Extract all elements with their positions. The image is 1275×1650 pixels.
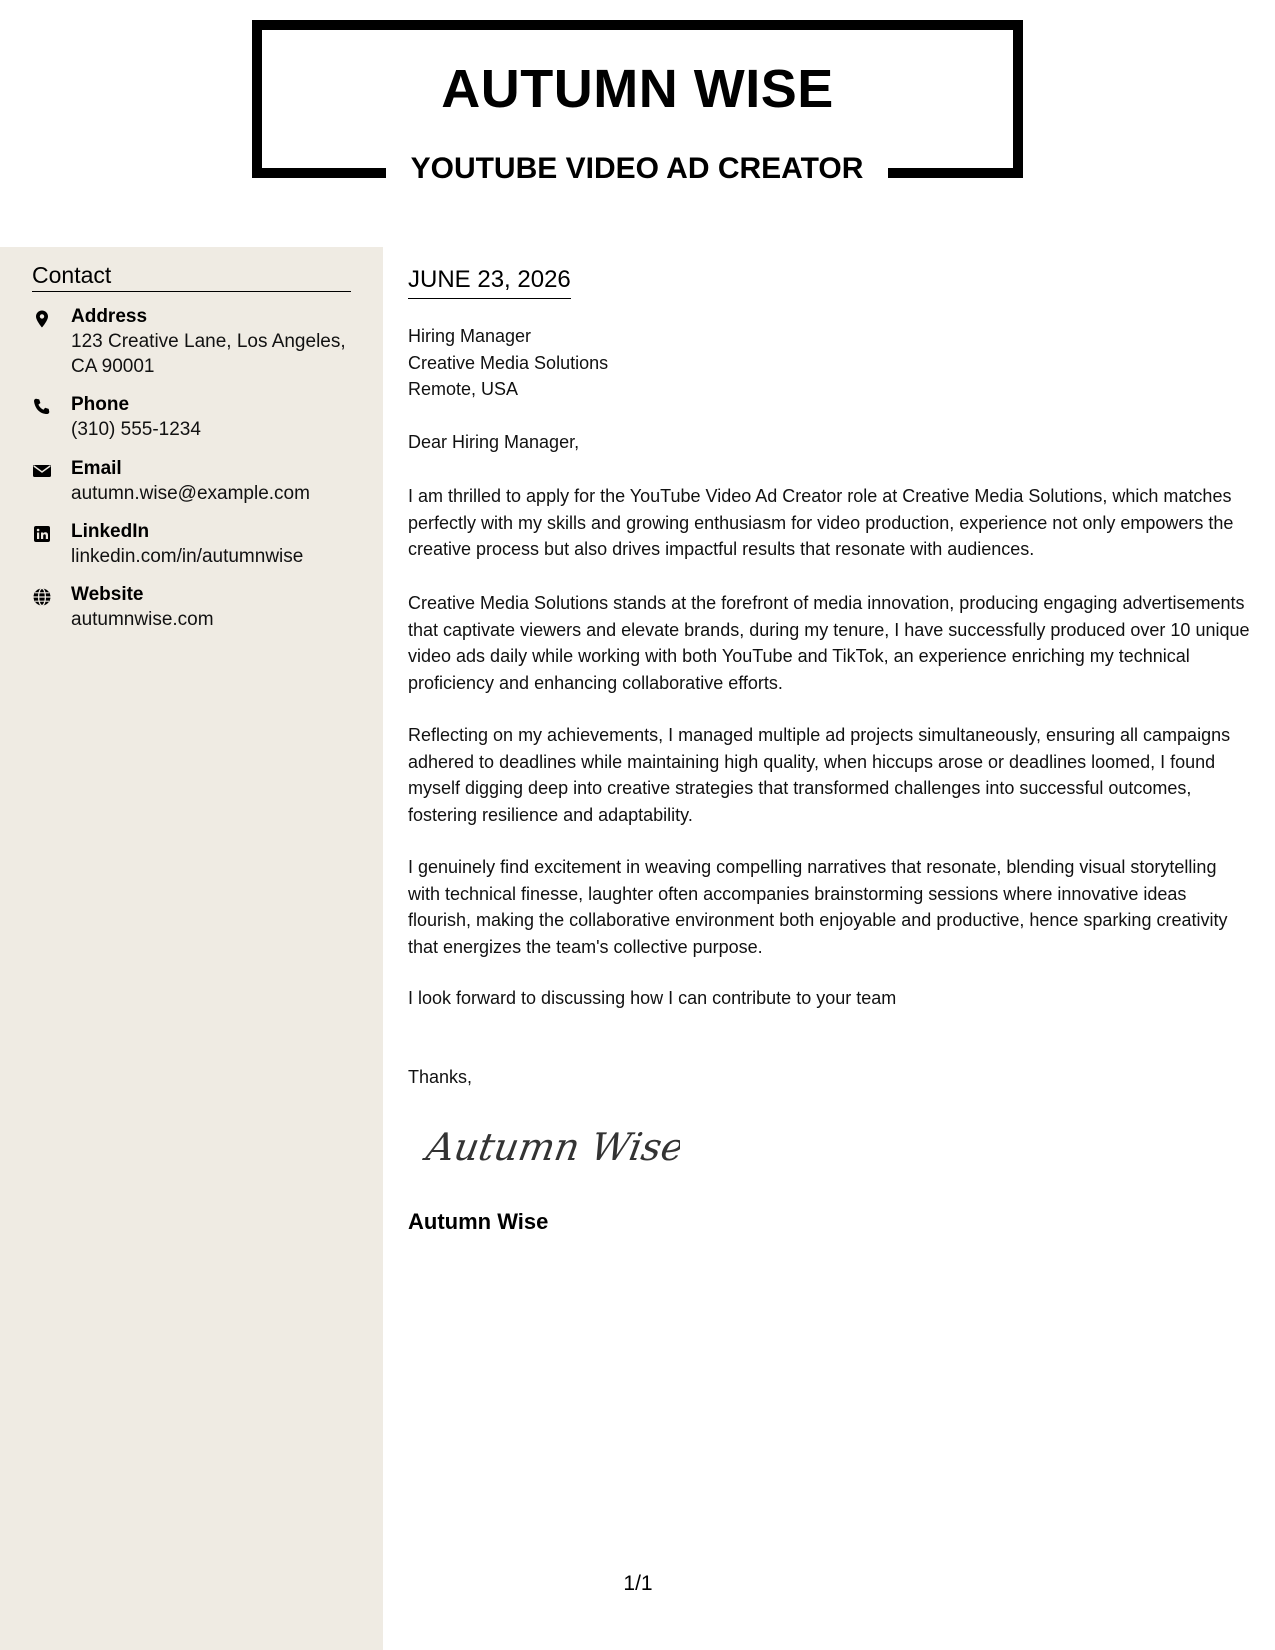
phone-label: Phone <box>71 394 130 415</box>
email-value[interactable]: autumn.wise@example.com <box>71 483 310 504</box>
website-label: Website <box>71 584 144 605</box>
letter-date: JUNE 23, 2026 <box>408 266 571 299</box>
signature-image <box>420 1120 680 1174</box>
recipient-company: Creative Media Solutions <box>408 352 609 373</box>
recipient-title: Hiring Manager <box>408 326 532 346</box>
body-paragraph: Creative Media Solutions stands at the forefront of media innovation, producing engaging advertisements that captivate viewers and elevate brands, during my tenure, I have successfully produced over 10 unique video ads daily while working with both YouTube and TikTok, an experience enriching my technical proficiency and enhancing collaborative efforts. <box>408 593 1250 693</box>
body-paragraph: I am thrilled to apply for the YouTube Video Ad Creator role at Creative Media Solutions, which matches perfectly with my skills and growing enthusiasm for video production, experience not only empowers the creative process but also drives impactful results that resonate with audiences. <box>408 486 1234 559</box>
map-pin-icon <box>32 309 52 329</box>
page-number: 1/1 <box>623 1572 653 1595</box>
email-label: Email <box>71 458 122 479</box>
linkedin-icon <box>32 524 52 544</box>
closing-line: I look forward to discussing how I can contribute to your team <box>408 988 897 1008</box>
envelope-icon <box>32 461 52 481</box>
recipient-block <box>408 323 608 403</box>
linkedin-value[interactable]: linkedin.com/in/autumnwise <box>71 546 304 567</box>
body-paragraph: I genuinely find excitement in weaving compelling narratives that resonate, blending visual storytelling with technical finesse, laughter often accompanies brainstorming sessions where innovative ideas flourish, making the collaborative environment both enjoyable and productive, hence sparking creativity that energizes the team's collective purpose. <box>408 857 1228 957</box>
website-value[interactable]: autumnwise.com <box>71 609 214 630</box>
globe-icon <box>32 587 52 607</box>
svg-text:Autumn Wise: Autumn Wise <box>423 1125 680 1170</box>
job-title: YOUTUBE VIDEO AD CREATOR <box>410 152 864 185</box>
applicant-name: AUTUMN WISE <box>441 59 834 119</box>
phone-icon <box>32 397 52 417</box>
phone-value: (310) 555-1234 <box>71 419 201 440</box>
salutation: Dear Hiring Manager, <box>408 432 580 452</box>
body-paragraph: Reflecting on my achievements, I managed multiple ad projects simultaneously, ensuring all campaigns adhered to deadlines while maintaining high quality, when hiccups arose or deadlines loomed, I found myself digging deep into creative strategies that transformed challenges into successful outcomes, fostering resilience and adaptability. <box>408 725 1231 825</box>
address-label: Address <box>71 306 148 327</box>
signer-name: Autumn Wise <box>408 1209 549 1234</box>
recipient-location: Remote, USA <box>408 379 519 399</box>
contact-heading: Contact <box>32 262 351 292</box>
closing-salutation: Thanks, <box>408 1067 473 1087</box>
address-value: 123 Creative Lane, Los Angeles, CA 90001 <box>71 331 346 377</box>
linkedin-label: LinkedIn <box>71 521 150 542</box>
